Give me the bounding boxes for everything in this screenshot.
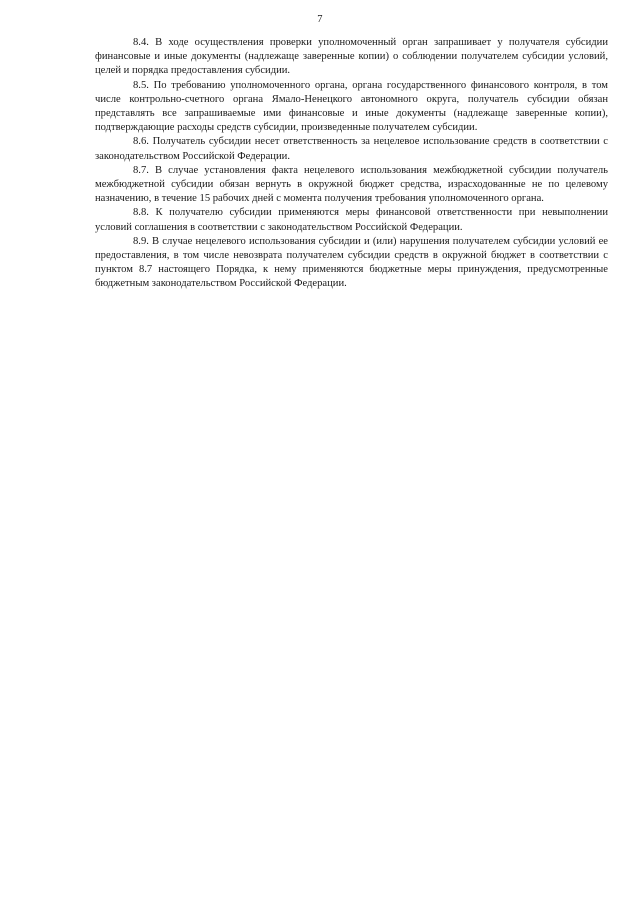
paragraph-8-9: 8.9. В случае нецелевого использования субсидии и (или) нарушения получателем субсидии условий ее предоставления, в том числе невозврата получателем субсидии средств в окружной бюджет в соответствии с пунктом 8.7 настоящего Порядка, к нему применяются бюджетные меры принуждения, предусмотренные бюджетным законодательством Российской Федерации. <box>95 235 608 290</box>
document-body <box>95 36 608 292</box>
paragraph-8-7: 8.7. В случае установления факта нецелевого использования межбюджетной субсидии получатель межбюджетной субсидии обязан вернуть в окружной бюджет средства, израсходованные не по целевому назначению, в течение 15 рабочих дней с момента получения требования уполномоченного органа. <box>95 164 608 205</box>
page-number: 7 <box>317 14 323 25</box>
paragraph-8-4: 8.4. В ходе осуществления проверки уполномоченный орган запрашивает у получателя субсидии финансовые и иные документы (надлежаще заверенные копии) о соблюдении получателем субсидии условий, целей и порядка предоставления субсидии. <box>95 37 608 77</box>
paragraph-8-6: 8.6. Получатель субсидии несет ответственность за нецелевое использование средств в соответствии с законодательством Российской Федерации. <box>95 136 608 162</box>
paragraph-8-5: 8.5. По требованию уполномоченного органа, органа государственного финансового контроля, в том числе контрольно-счетного органа Ямало-Ненецкого автономного округа, получатель субсидии обязан представлять все запрашиваемые ими финансовые и иные документы (надлежаще заверенные копии), подтверждающие расходы средств субсидии, произведенные получателем субсидии. <box>95 79 608 134</box>
paragraph-8-8: 8.8. К получателю субсидии применяются меры финансовой ответственности при невыполнении условий соглашения в соответствии с законодательством Российской Федерации. <box>95 207 608 233</box>
